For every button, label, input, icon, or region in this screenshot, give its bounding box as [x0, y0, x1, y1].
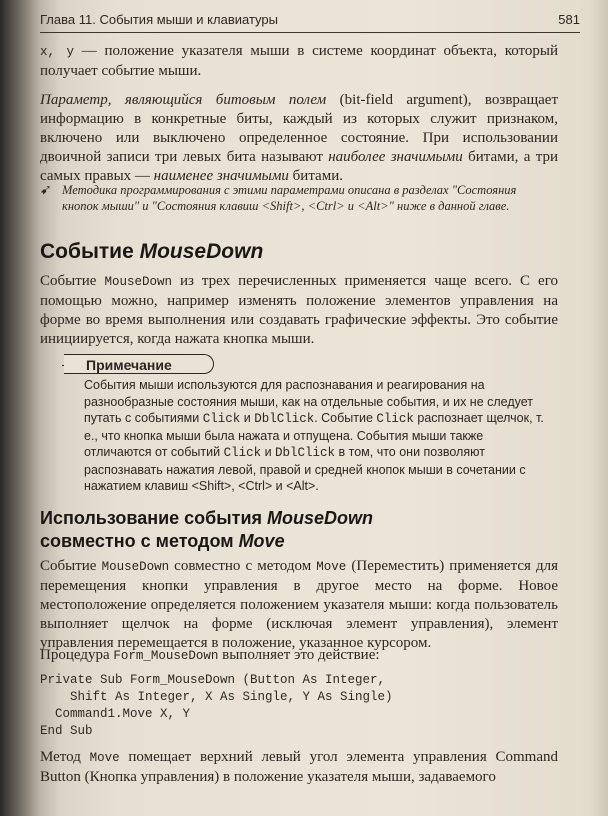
note-label: Примечание — [64, 354, 214, 374]
paragraph-move-method — [40, 748, 558, 787]
final-text-b: помещает верхний левый угол элемента управления Command Button (Кнопка управления) в положение указателя мыши, задаваемого — [40, 749, 558, 785]
move-code-a: MouseDown — [101, 560, 170, 574]
bitfield-text-1: (bit-field argument), возвращает информацию в конкретные биты, каждый из которых служит признаком, включено или выключено определенное состояние. При использовании двоичной записи три левых бита называют — [40, 92, 558, 165]
page-number: 581 — [558, 12, 580, 27]
note-t2: и — [240, 411, 255, 425]
mousedown-text-a: Событие — [40, 273, 105, 289]
heading2-l1-em: MouseDown — [267, 508, 374, 528]
xy-term: x, y — [40, 45, 74, 59]
heading2-l2-plain: совместно с методом — [40, 531, 239, 551]
move-text-c: (Переместить) применяется для перемещения кнопки управления в другое место на форме. Новое местоположение определяется положением указателя мыши: когда пользователь выполняет щелчок на форме (исключая элемент управления), элемент управления перемещается в положение, указанное курсором. — [40, 558, 558, 651]
code-line: Private Sub Form_MouseDown (Button As Integer, — [40, 673, 386, 687]
note-c1: Click — [202, 412, 241, 426]
code-line: End Sub — [40, 724, 93, 738]
xy-text: — положение указателя мыши в системе координат объекта, который получает событие мыши. — [40, 43, 558, 79]
heading2-l1-plain: Использование события — [40, 508, 268, 528]
bitfield-em-1: наиболее значимыми — [328, 149, 463, 165]
mousedown-text-b: из трех перечисленных применяется чаще всего. С его помощью можно, например изменять положение элементов управления на форме во время выполнения или создавать графические эффекты. Это событие инициируется, когда нажата кнопка мыши. — [40, 273, 558, 347]
heading-em: MouseDown — [139, 240, 264, 263]
bitfield-em-2: наименее значимыми — [153, 168, 289, 184]
note-c3: Click — [376, 412, 414, 426]
cross-reference-note: Методика программирования с этими параметрами описана в разделах "Состояния кнопок мыши" и "Состояния клавиш <Shift>, <Ctrl> и <Alt>" ниже в данной главе. — [62, 183, 517, 213]
note-c2: DblClick — [254, 412, 315, 426]
code-line: Shift As Integer, X As Single, Y As Single) — [40, 690, 393, 704]
note-t1: События мыши используются для распознавания и реагирования на разнообразные состояния мыши, как на отдельные события, и их не следует путать с событиями — [84, 378, 534, 425]
paragraph-bitfield — [40, 91, 558, 186]
final-code: Move — [89, 751, 120, 765]
paragraph-xy — [40, 42, 558, 81]
reference-arrow-icon: ➹ — [40, 182, 52, 198]
bitfield-text-3: битами. — [288, 168, 343, 184]
note-c4: Click — [223, 446, 262, 460]
chapter-title: Глава 11. События мыши и клавиатуры — [40, 12, 278, 27]
move-text-b: совместно с методом — [169, 558, 317, 574]
code-line: Command1.Move X, Y — [40, 707, 191, 721]
note-t4: распознает щелчок, т. е., что кнопка мыши была нажата и отпущена. События мыши также отличаются от событий — [84, 411, 544, 459]
mousedown-code: MouseDown — [104, 275, 172, 289]
note-c5: DblClick — [275, 446, 336, 460]
running-header — [40, 10, 580, 33]
heading2-l2-em: Move — [238, 531, 285, 551]
section-heading-move — [40, 507, 560, 553]
paragraph-procedure — [40, 646, 558, 666]
bitfield-term: Параметр, являющийся битовым полем — [40, 92, 327, 108]
proc-code: Form_MouseDown — [113, 649, 219, 663]
note-t5: и — [261, 445, 276, 459]
move-code-b: Move — [316, 560, 347, 574]
final-text-a: Метод — [40, 749, 90, 765]
section-heading-mousedown — [40, 240, 560, 264]
proc-text-b: выполняет это действие: — [218, 647, 380, 663]
bitfield-text-2: битами, а три самых правых — — [40, 149, 558, 184]
proc-text-a: Процедура — [40, 647, 114, 663]
note-body — [84, 377, 554, 495]
note-t3: . Событие — [314, 411, 377, 425]
note-t6: в том, что они позволяют распознавать нажатия левой, правой и средней кнопок мыши в сочетании с нажатием клавиш <Shift>, <Ctrl> и <Alt>. — [84, 445, 526, 493]
move-text-a: Событие — [40, 558, 102, 574]
paragraph-move — [40, 557, 558, 653]
heading-plain: Событие — [40, 240, 140, 263]
paragraph-mousedown — [40, 272, 558, 349]
